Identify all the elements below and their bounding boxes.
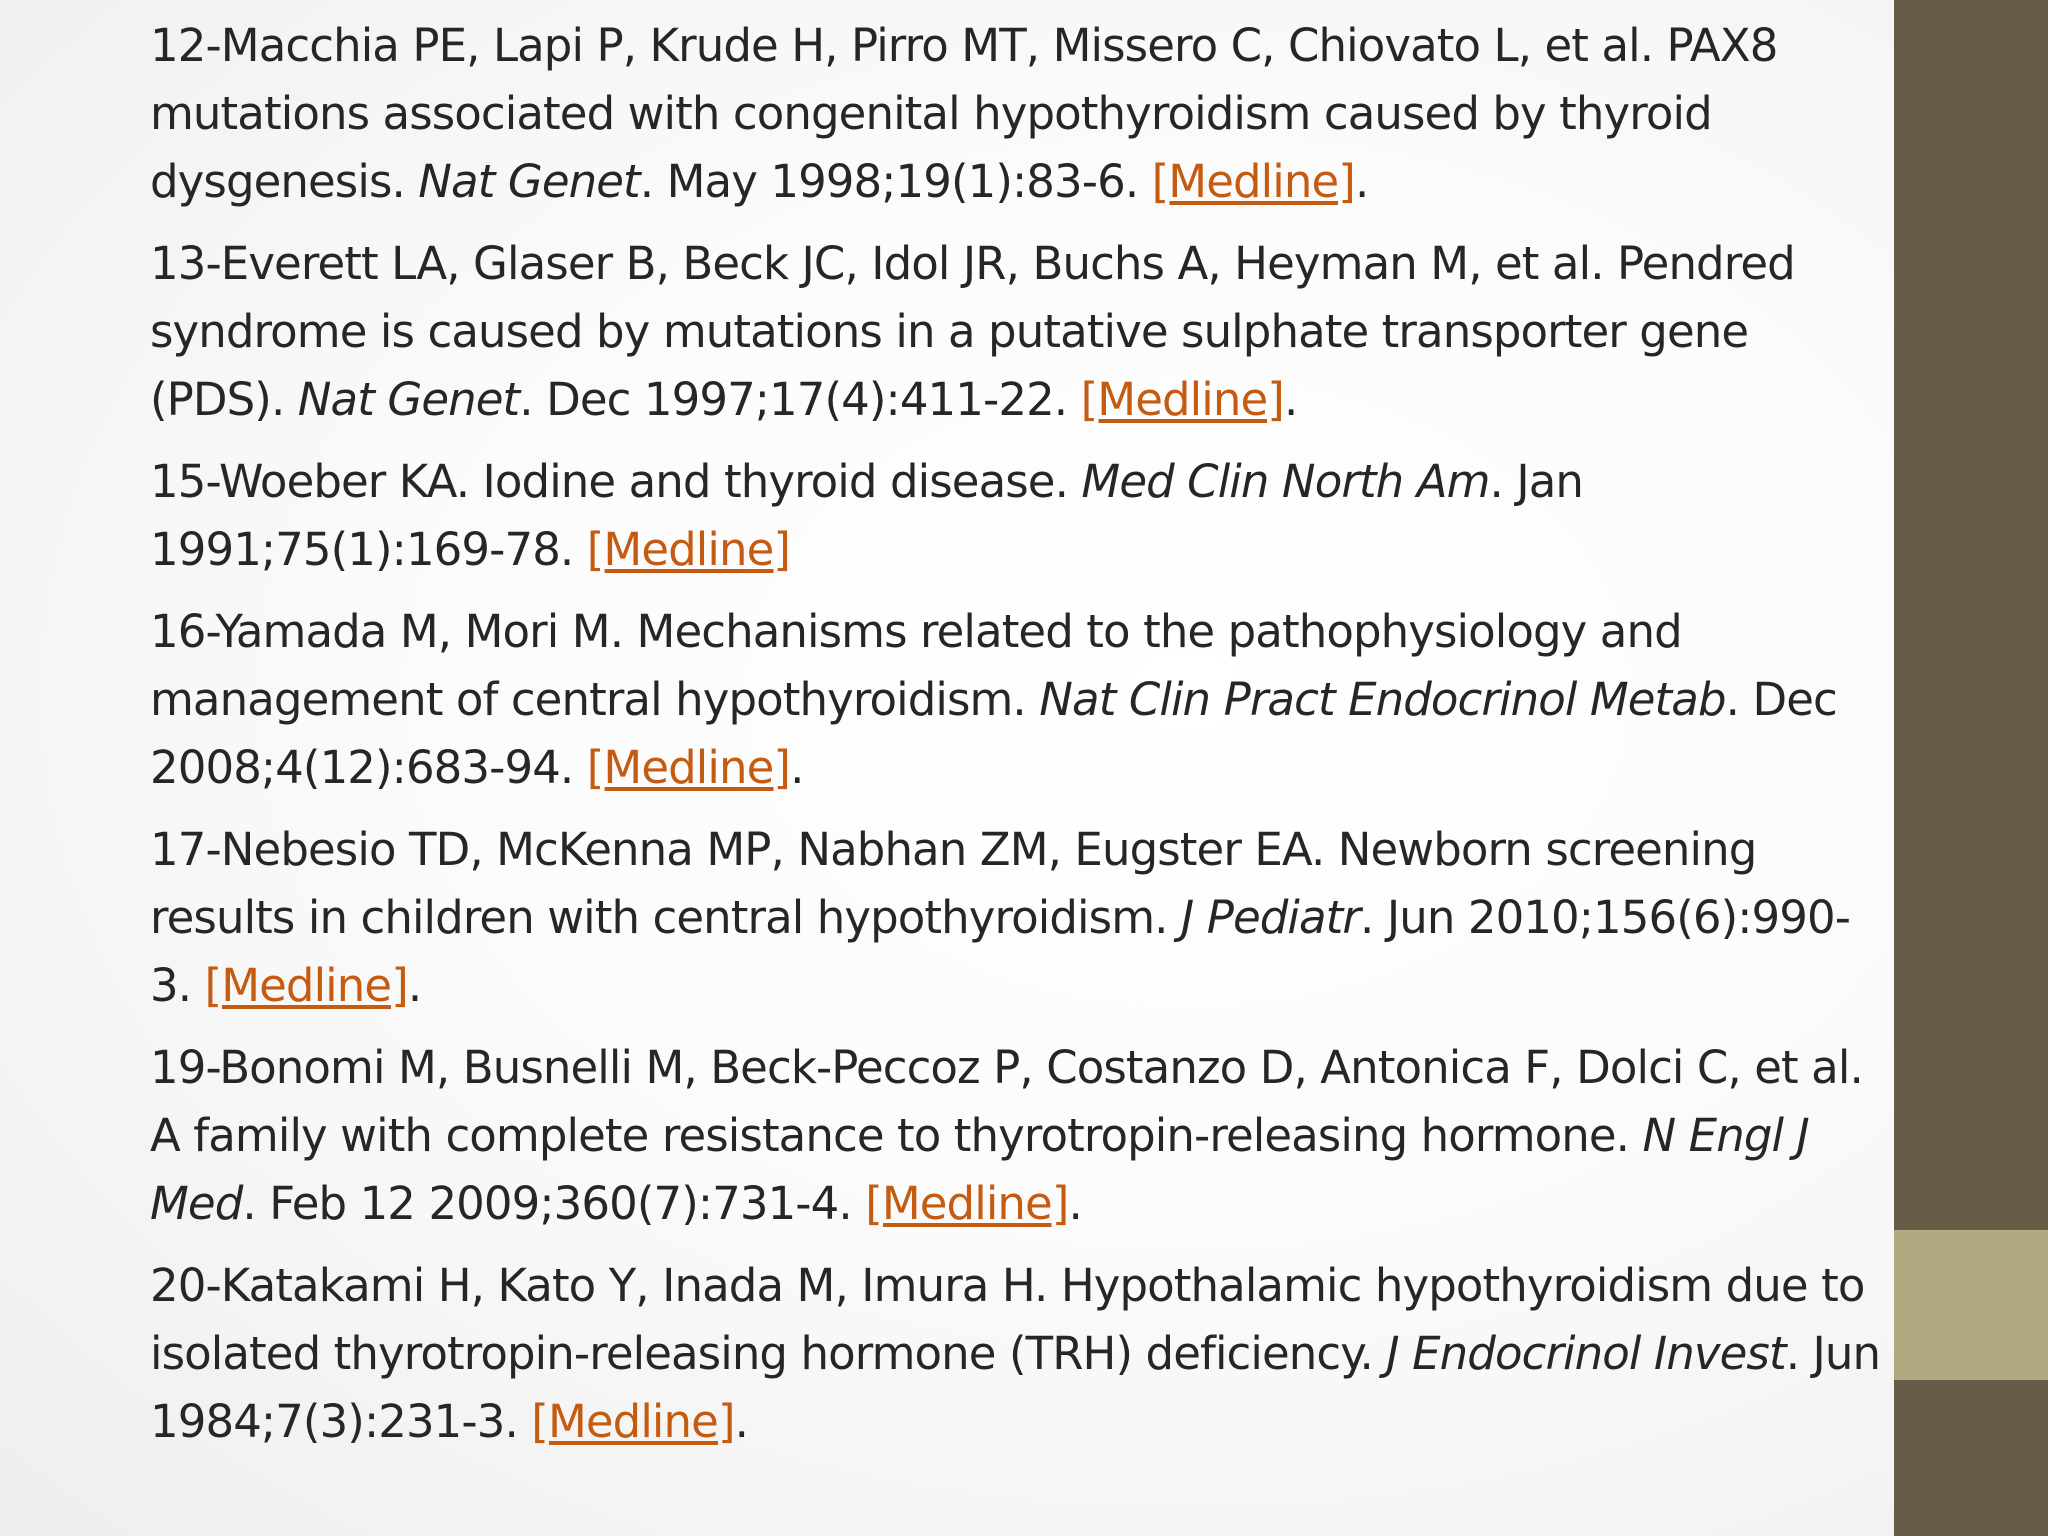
journal-name: Nat Genet [418, 155, 640, 208]
medline-link[interactable]: [Medline] [586, 741, 791, 794]
reference-list [150, 12, 1890, 1470]
reference-item [150, 816, 1890, 1020]
reference-details: . Feb 12 2009;360(7):731-4. [242, 1177, 866, 1230]
reference-end: . [1283, 373, 1298, 426]
medline-link[interactable]: [Medline] [865, 1177, 1069, 1230]
reference-text: 19-Bonomi M, Busnelli M, Beck-Peccoz P, Costanzo D, Antonica F, Dolci C, et al. A family with complete resistance to thyrotropin-releasing hormone. [150, 1041, 1863, 1162]
medline-link[interactable]: [Medline] [586, 523, 791, 576]
journal-name: Nat Genet [297, 373, 520, 426]
reference-text: 15-Woeber KA. Iodine and thyroid disease. [150, 455, 1082, 508]
decorative-side-accent [1894, 1230, 2048, 1380]
reference-details: . Dec 2008;4(12):683-94. [150, 673, 1837, 794]
reference-text: 20-Katakami H, Kato Y, Inada M, Imura H. Hypothalamic hypothyroidism due to isolated thyrotropin-releasing hormone (TRH) deficiency. [150, 1259, 1865, 1380]
journal-name: J Endocrinol Invest [1386, 1327, 1786, 1380]
reference-text: 12-Macchia PE, Lapi P, Krude H, Pirro MT, Missero C, Chiovato L, et al. PAX8 mutations associated with congenital hypothyroidism caused by thyroid dysgenesis. [150, 19, 1778, 208]
journal-name: J Pediatr [1180, 891, 1361, 944]
reference-details: . Jun 2010;156(6):990-3. [150, 891, 1851, 1012]
journal-name: Med Clin North Am [1081, 455, 1490, 508]
reference-item [150, 598, 1890, 802]
medline-link[interactable]: [Medline] [531, 1395, 735, 1448]
journal-name: N Engl J Med [150, 1109, 1809, 1230]
reference-details: . Jun 1984;7(3):231-3. [150, 1327, 1881, 1448]
reference-item [150, 12, 1890, 216]
reference-end: . [1068, 1177, 1082, 1230]
reference-details: . May 1998;19(1):83-6. [639, 155, 1152, 208]
medline-link[interactable]: [Medline] [204, 959, 408, 1012]
reference-item [150, 230, 1890, 434]
reference-end: . [1354, 155, 1369, 208]
reference-text: 13-Everett LA, Glaser B, Beck JC, Idol JR, Buchs A, Heyman M, et al. Pendred syndrome is caused by mutations in a putative sulphate transporter gene (PDS). [150, 237, 1795, 426]
reference-end: . [407, 959, 422, 1012]
reference-end: . [734, 1395, 749, 1448]
reference-end: . [790, 741, 804, 794]
medline-link[interactable]: [Medline] [1151, 155, 1355, 208]
reference-details: . Jan 1991;75(1):169-78. [150, 455, 1584, 576]
medline-link[interactable]: [Medline] [1080, 373, 1284, 426]
journal-name: Nat Clin Pract Endocrinol Metab [1039, 673, 1726, 726]
reference-text: 17-Nebesio TD, McKenna MP, Nabhan ZM, Eugster EA. Newborn screening results in children with central hypothyroidism. [150, 823, 1757, 944]
reference-item [150, 1252, 1890, 1456]
reference-text: 16-Yamada M, Mori M. Mechanisms related to the pathophysiology and management of central hypothyroidism. [150, 605, 1682, 726]
reference-item [150, 448, 1890, 584]
reference-details: . Dec 1997;17(4):411-22. [519, 373, 1081, 426]
reference-item [150, 1034, 1890, 1238]
